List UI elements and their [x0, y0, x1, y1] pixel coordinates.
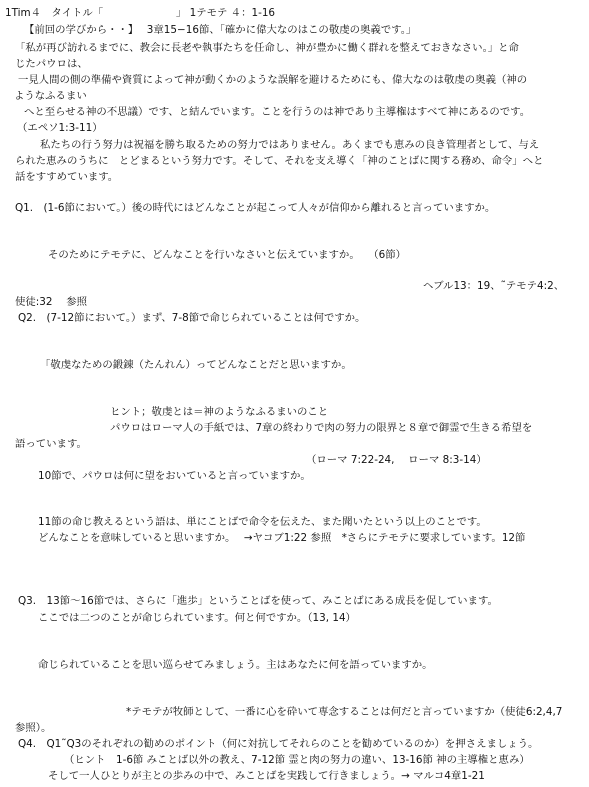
- review-line: へと至らせる神の不思議）です、と結んでいます。ことを行うのは神であり主導権はすべて神にあるのです。: [24, 106, 531, 118]
- review-line: られた恵みのうちに とどまるという努力です。そして、それを支え導く「神のことばに関する務め、命令」へと: [15, 155, 544, 167]
- question-2-verse-10: 10節で、パウロは何に望をおいていると言っていますか。: [38, 470, 311, 482]
- review-line: 私たちの行う努力は祝福を勝ち取るための努力ではありません。あくまでも恵みの良き管理者として、与え: [40, 139, 540, 151]
- question-3-note: 参照）。: [15, 722, 52, 734]
- question-4-closing: そして一人ひとりが主との歩みの中で、みことばを実践して行きましょう。→ マルコ4章1-21: [48, 770, 485, 782]
- question-2-hint-reference: （ローマ 7:22-24, ローマ 8:3-14）: [306, 454, 487, 466]
- question-2-verse-11: どんなことを意味していると思いますか。 →ヤコブ1:22 参照 *さらにテモテに要求しています。12節: [38, 532, 526, 544]
- review-line: 一見人間の側の準備や資質によって神が動くかのような誤解を避けるためにも、偉大なのは敬虔の奥義（神の: [18, 74, 528, 86]
- question-2-verse-11: 11節の命じ教えるという語は、単にことばで命令を伝えた、また聞いたという以上のことです。: [38, 516, 487, 528]
- question-2-hint: パウロはローマ人の手紙では、7章の終わりで肉の努力の限界と８章で御霊で生きる希望を: [110, 422, 533, 434]
- review-line: じたパウロは、: [15, 58, 88, 70]
- question-2-hint: ヒント；敬虔とは＝神のようなふるまいのこと: [110, 406, 329, 418]
- question-1-sub: そのためにテモテに、どんなことを行いなさいと伝えていますか。 （6節）: [48, 249, 406, 261]
- question-2-sub: 「敬虔なための鍛錬（たんれん）ってどんなことだと思いますか。: [40, 359, 352, 371]
- question-4-hint: （ヒント 1-6節 みことば以外の教え、7-12節 霊と肉の努力の違い、13-16節 神の主導権と恵み）: [64, 754, 530, 766]
- question-1: Q1. (1-6節において。）後の時代にはどんなことが起こって人々が信仰から離れると言っていますか。: [15, 202, 496, 214]
- question-2: Q2. (7-12節において。）まず、7-8節で命じられていることは何ですか。: [18, 312, 366, 324]
- question-4: Q4. Q1˜Q3のそれぞれの勧めのポイント（何に対抗してそれらのことを勧めているのか）を押さえましょう。: [18, 738, 539, 750]
- review-heading: 【前回の学びから・・】 3章15−16節、「確かに偉大なのはこの敬虔の奥義です。」: [24, 24, 417, 36]
- question-3-sub: ここでは二つのことが命じられています。何と何ですか。（13, 14）: [38, 612, 356, 624]
- review-line: 「私が再び訪れるまでに、教会に長老や執事たちを任命し、神が豊かに働く群れを整えておきなさい。」と命: [15, 42, 519, 54]
- question-3: Q3. 13節〜16節では、さらに「進歩」ということばを使って、みことばにある成長を促しています。: [18, 595, 498, 607]
- question-1-reference: 使徒:32 参照: [15, 296, 87, 308]
- question-3-note: *テモテが牧師として、一番に心を砕いて専念することは何だと言っていますか（使徒6:2,4,7: [126, 706, 563, 718]
- question-3-reflect: 命じられていることを思い巡らせてみましょう。主はあなたに何を語っていますか。: [38, 659, 433, 671]
- question-1-reference: ヘブル13：19、˜テモテ4:2、: [423, 280, 565, 292]
- review-line: ようなふるまい: [14, 90, 87, 102]
- question-2-hint: 語っています。: [15, 438, 87, 450]
- review-line: 話をすすめています。: [15, 171, 119, 183]
- review-line: （エペソ1:3-11）: [17, 122, 103, 134]
- document-header: 1Tim４ タイトル「 」 1テモテ ４：1-16: [5, 7, 276, 19]
